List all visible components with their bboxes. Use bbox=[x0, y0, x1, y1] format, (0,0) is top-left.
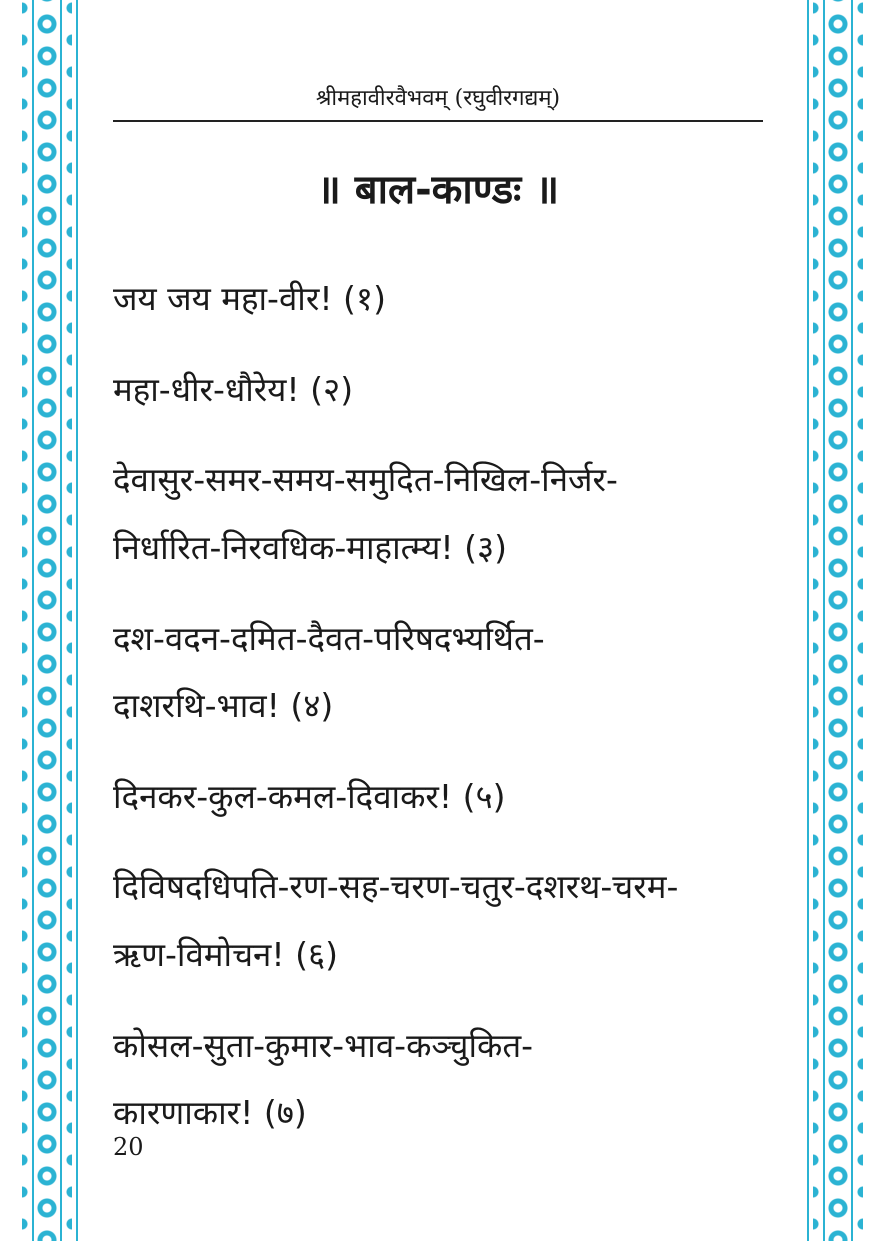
verse-line: कोसल-सुता-कुमार-भाव-कञ्चुकित- bbox=[113, 1026, 534, 1065]
running-header: श्रीमहावीरवैभवम् (रघुवीरगद्यम्) bbox=[315, 86, 561, 111]
page-number: 20 bbox=[113, 1133, 144, 1161]
verse-line: ऋण-विमोचन! (६) bbox=[113, 935, 338, 974]
verse-line: जय जय महा-वीर! (१) bbox=[113, 279, 386, 318]
verse-line: कारणाकार! (७) bbox=[113, 1093, 307, 1132]
left-border-line bbox=[76, 0, 78, 1241]
left-decorative-border bbox=[22, 0, 72, 1241]
verse-line: दाशरथि-भाव! (४) bbox=[113, 686, 334, 725]
verse-line: निर्धारित-निरवधिक-माहात्म्य! (३) bbox=[113, 528, 508, 567]
verse-line: दिनकर-कुल-कमल-दिवाकर! (५) bbox=[113, 777, 506, 816]
chapter-title: ॥ बाल-काण्डः ॥ bbox=[316, 167, 560, 213]
verse-line: दश-वदन-दमित-दैवत-परिषदभ्यर्थित- bbox=[113, 619, 545, 658]
header-rule bbox=[113, 120, 763, 122]
verse-line: देवासुर-समर-समय-समुदित-निखिल-निर्जर- bbox=[113, 460, 618, 499]
verse-line: महा-धीर-धौरेय! (२) bbox=[113, 370, 354, 409]
verse-line: दिविषदधिपति-रण-सह-चरण-चतुर-दशरथ-चरम- bbox=[113, 867, 679, 906]
right-decorative-border bbox=[813, 0, 863, 1241]
right-border-line bbox=[807, 0, 809, 1241]
